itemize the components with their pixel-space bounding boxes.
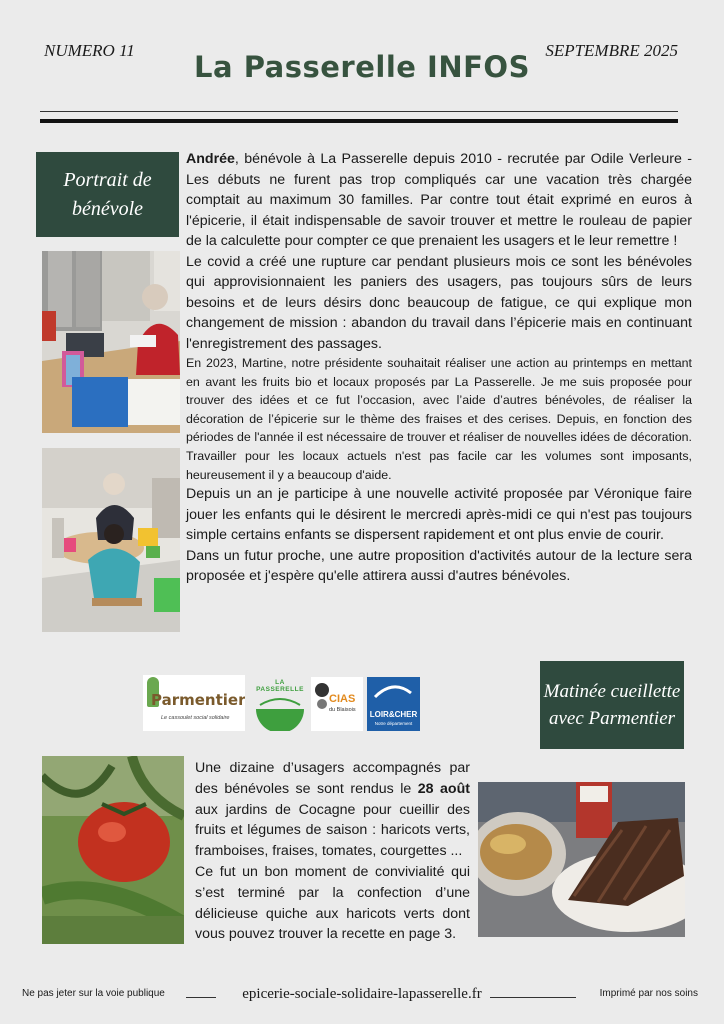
- cueillette-paragraph-1: Une dizaine d’usagers accompagnés par des bénévoles se sont rendus le 28 août aux jardins de Cocagne pour cueillir des fruits et légumes de saison : haricots verts, framboises, fraises, tomates, courgettes ...: [195, 760, 470, 860]
- passerelle-logo: LA PASSERELLE: [252, 675, 308, 731]
- cueillette-paragraph-2: Ce fut un bon moment de convivialité qui s’est terminé par la confection d’une délicieuse quiche aux haricots verts dont vous pouvez trouver la recette en page 3.: [195, 863, 470, 943]
- photo-volunteer-desk: [42, 251, 180, 433]
- issue-date: SEPTEMBRE 2025: [545, 41, 678, 60]
- cueillette-article: [195, 758, 470, 945]
- portrait-paragraph-2: Le covid a créé une rupture car pendant plusieurs mois ce sont les bénévoles qui approvisionnaient les paniers des usagers, pas toujours sûrs de leurs besoins et de leurs désirs donc beaucoup de fatigue, ce qui explique mon changement de mission : abandon du travail dans l’épicerie mais en continuant l'enregistrement des passages.: [186, 253, 692, 352]
- footer-divider-right: [490, 997, 576, 998]
- newsletter-title: La Passerelle INFOS: [194, 50, 530, 84]
- photo-tomato-plant: [42, 756, 184, 944]
- portrait-section-label: Portrait de bénévole: [36, 152, 179, 237]
- portrait-paragraph-4: Depuis un an je participe à une nouvelle activité proposée par Véronique faire jouer les enfants qui le désirent le mercredi après-midi ce qui n'est pas toujours simple certains enfants se dispersent rapidement et ont plus envie de courir.: [186, 486, 692, 544]
- issue-number: NUMERO 11: [44, 41, 135, 60]
- portrait-paragraph-3: En 2023, Martine, notre présidente souhaitait réaliser une action au printemps en mettant en avant les fruits bio et locaux proposés par La Passerelle. Je me suis proposée pour trouver des idées et ce fut l’occasion, avec l’aide d’autres bénévoles, de réaliser la décoration de l’épicerie sur le thème des fraises et des cerises. Depuis, en fonction des périodes de l'année il est nécessaire de trouver et réaliser de nouvelles idées de décoration. Travailler pour les locaux actuels n'est pas facile car les volumes sont imposants, heureusement il y a beaucoup d'aide.: [186, 356, 692, 482]
- header-divider-thin: [40, 111, 678, 112]
- loir-et-cher-logo: LOIR&CHER Notre département: [367, 677, 420, 731]
- photo-children-games: [42, 448, 180, 632]
- footer-printed-by: Imprimé par nos soins: [599, 988, 698, 999]
- outing-date: 28 août: [417, 780, 470, 797]
- footer-website-link[interactable]: epicerie-sociale-solidaire-lapasserelle.fr: [242, 986, 482, 1002]
- photo-quiche-and-cake: [478, 782, 685, 937]
- header-divider-thick: [40, 119, 678, 123]
- cueillette-section-label: Matinée cueillette avec Parmentier: [540, 661, 684, 749]
- portrait-article: [186, 149, 692, 587]
- volunteer-name: Andrée: [186, 151, 235, 167]
- portrait-paragraph-1: Andrée, bénévole à La Passerelle depuis 2010 - recrutée par Odile Verleure - Les débuts ne furent pas trop compliqués car une vacation très chargée comptait au maximum 30 familles. Par contre tout était exprimé en euros à l'épicerie, il était indispensable de savoir trouver et mettre le rouleau de papier de la calculette pour compter ce que prenaient les usagers et le leur remettre !: [186, 151, 692, 249]
- portrait-paragraph-5: Dans un futur proche, une autre proposition d'activités autour de la lecture sera proposée et j'espère qu'elle attirera aussi d'autres bénévoles.: [186, 547, 692, 585]
- footer-disclaimer: Ne pas jeter sur la voie publique: [22, 988, 165, 999]
- cias-logo: CIAS du Blaisois: [311, 677, 363, 731]
- parmentier-logo: Parmentier Le cassoulet social solidaire: [143, 675, 245, 731]
